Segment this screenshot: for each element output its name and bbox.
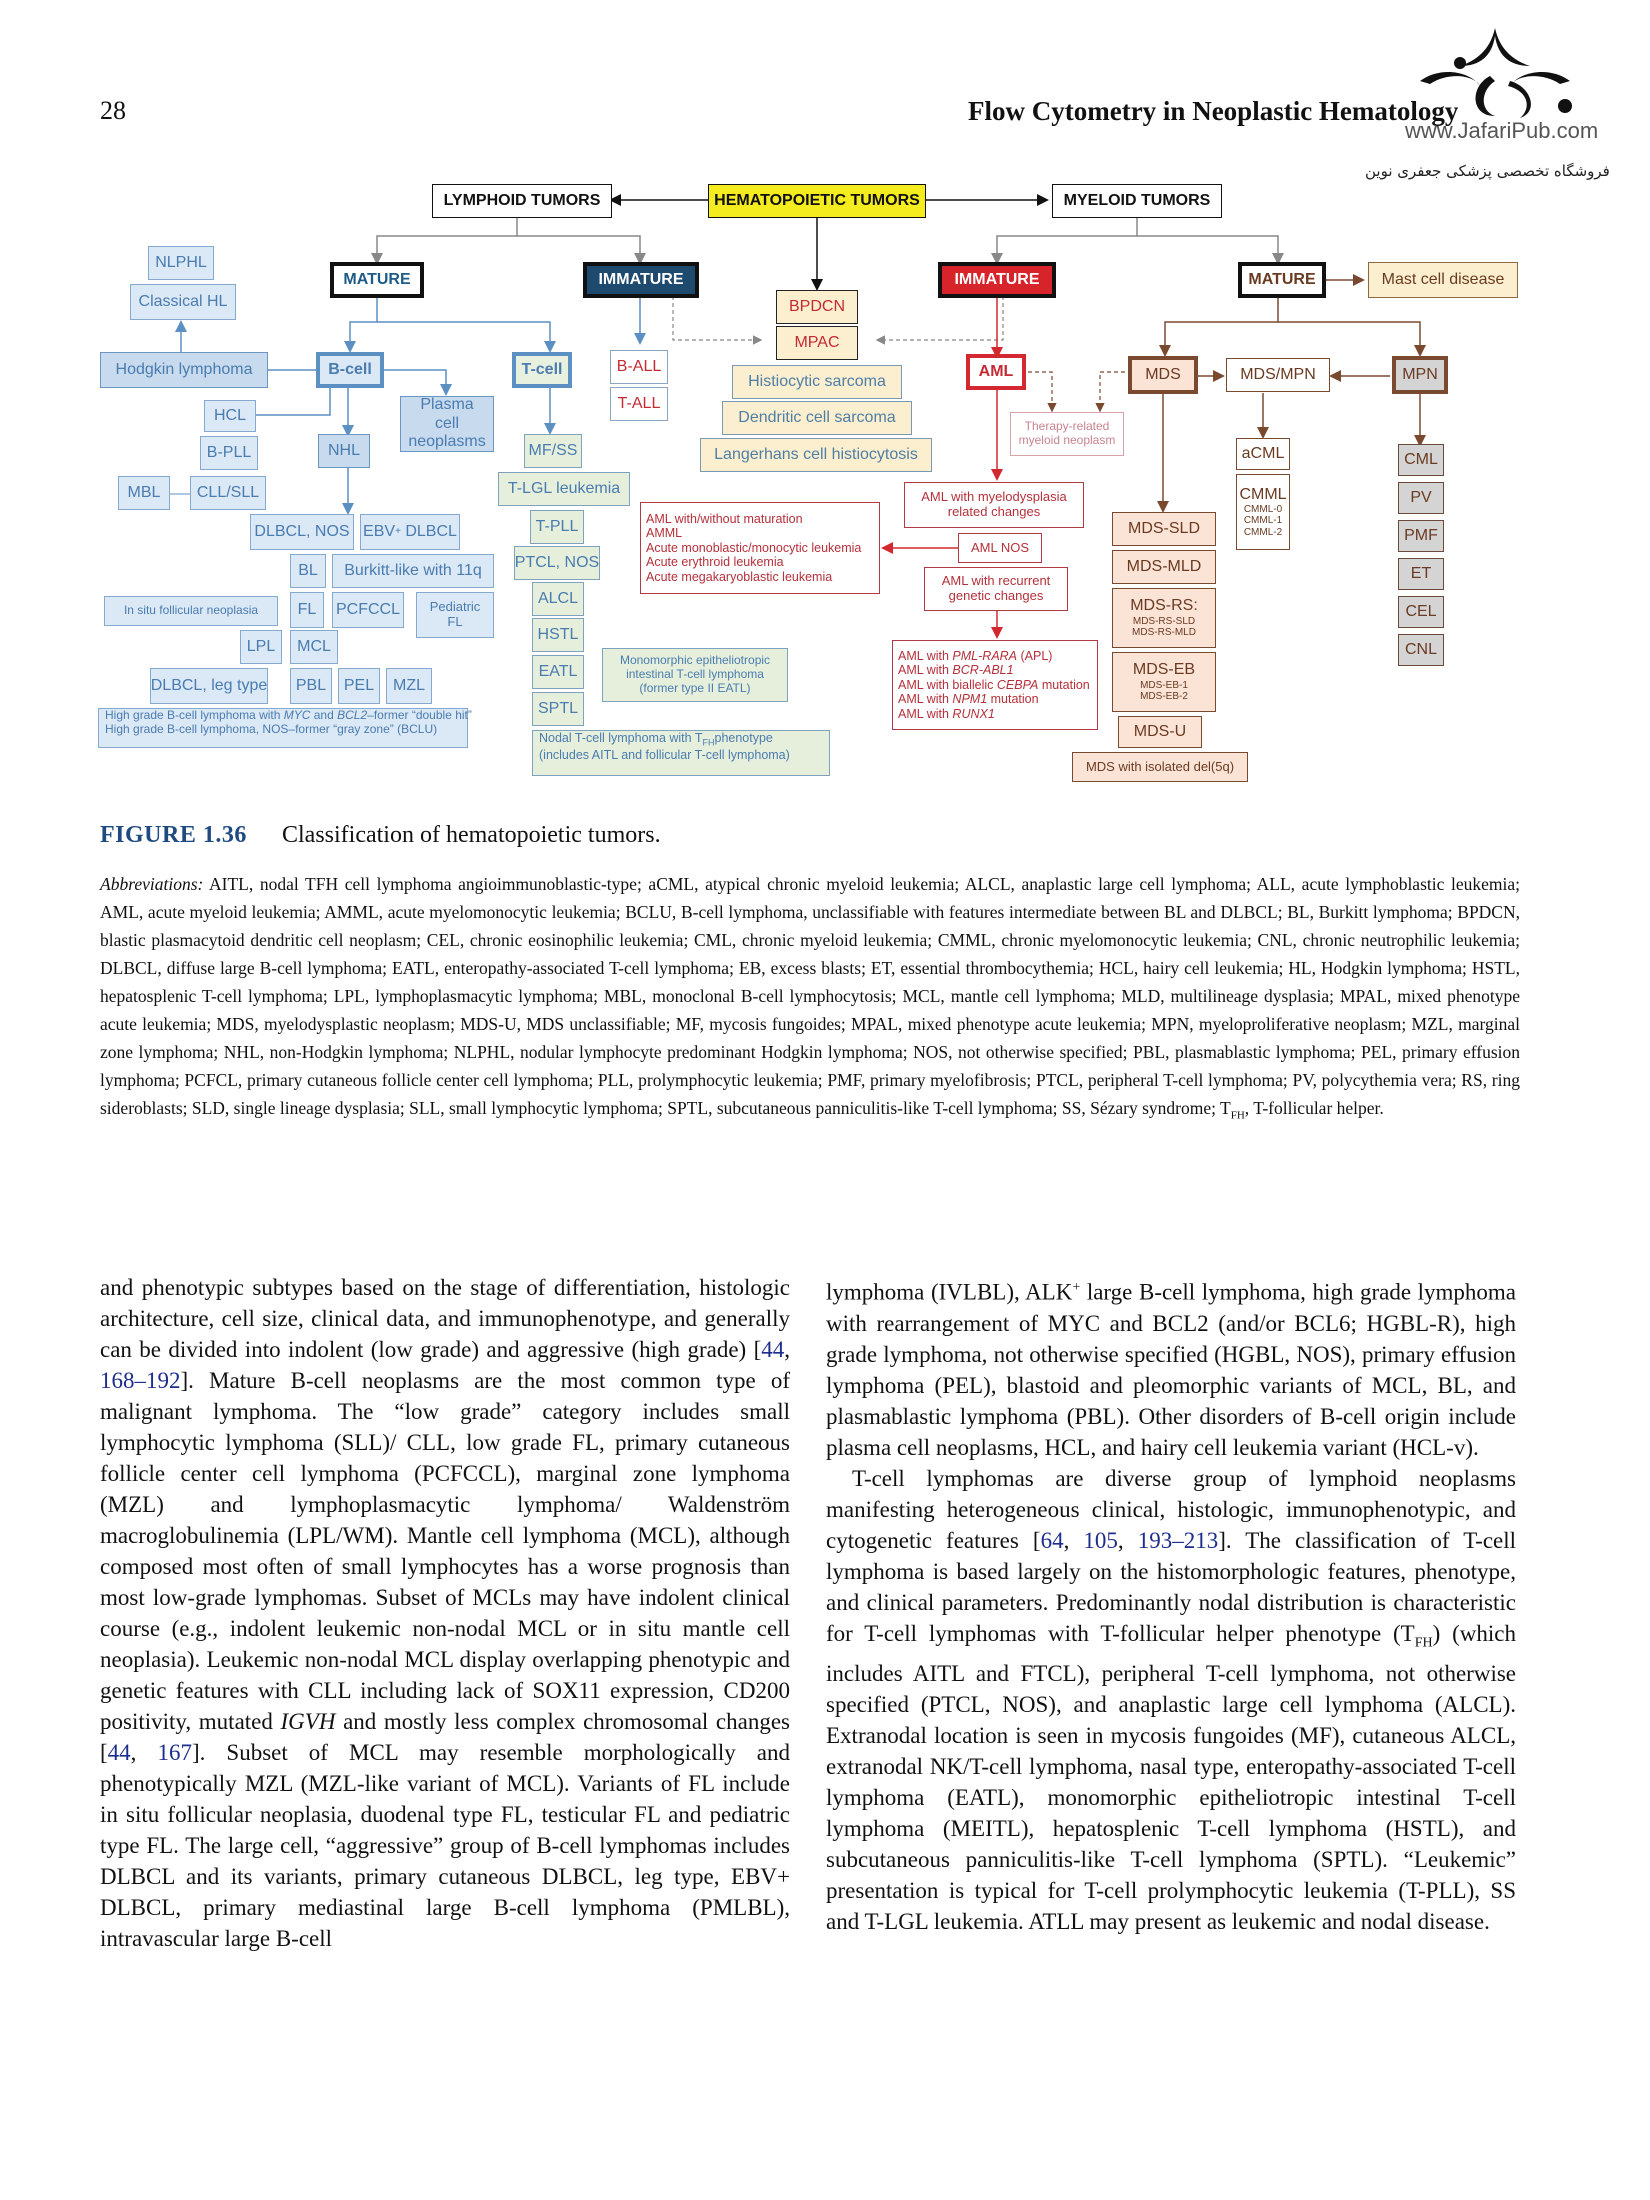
mds-eb-label: MDS-EB — [1132, 661, 1196, 679]
cmml-subtype: CMML-2 — [1243, 526, 1283, 538]
aml-nos-node: AML NOS — [958, 533, 1042, 563]
subscript: FH — [1414, 1635, 1433, 1651]
therapy-related-node — [1010, 412, 1124, 456]
aml-item-text: AML with — [898, 649, 953, 664]
aml-item-suffix: mutation — [987, 692, 1039, 707]
text: , — [1063, 1527, 1084, 1553]
burkitt-like-node: Burkitt-like with 11q — [332, 554, 494, 588]
mpn-subtype-cnl-node: CNL — [1398, 634, 1444, 666]
hstl-node: HSTL — [532, 618, 584, 652]
abbreviations — [100, 870, 1520, 1130]
lpl-node: LPL — [240, 630, 282, 664]
reference-link[interactable]: 44 — [107, 1740, 131, 1765]
page-number: 28 — [100, 96, 126, 125]
text: and mostly less complex chromosomal changes [ — [100, 1709, 790, 1765]
mpn-node: MPN — [1392, 356, 1448, 394]
classical-hl-node: Classical HL — [130, 284, 236, 320]
cmml-subtype: CMML-0 — [1243, 503, 1283, 515]
pediatric-fl-node — [416, 592, 494, 638]
aml-item-suffix: mutation — [1038, 677, 1090, 692]
reference-link[interactable]: 167 — [157, 1740, 192, 1765]
reference-link[interactable]: 168–192 — [100, 1368, 181, 1393]
pediatric-label: Pediatric — [429, 599, 481, 615]
b-all-node: B-ALL — [610, 350, 668, 384]
aml-nos-subtype: AMML — [646, 526, 683, 541]
aml-nos-subtype: AML with/without maturation — [646, 512, 803, 527]
t-lgl-node: T-LGL leukemia — [498, 472, 630, 506]
meitl-node — [602, 648, 788, 702]
ebv-text: EBV — [363, 522, 396, 540]
cll-sll-node: CLL/SLL — [190, 476, 266, 510]
nodal-line-2: (includes AITL and follicular T-cell lymphoma) — [539, 747, 790, 762]
meitl-line-1: Monomorphic epitheliotropic — [619, 653, 771, 668]
mzl-node: MZL — [386, 668, 432, 704]
ebv-sup: + — [395, 526, 401, 538]
t-all-node: T-ALL — [610, 387, 668, 421]
mpn-subtype-cml-node: CML — [1398, 444, 1444, 476]
aml-item-text: AML with — [898, 706, 953, 721]
abbreviations-label: Abbreviations: — [100, 874, 204, 894]
bpdcn-node: BPDCN — [776, 290, 858, 324]
text: ]. Subset of MCL may resemble morphologically and phenotypically MZL (MZL-like variant of MCL). Variants of FL include in situ follicular neoplasia, duodenal type FL, testicular FL and pediatric type FL. The large cell, “aggressive” group of B-cell lymphomas includes DLBCL and its variants, primary cutaneous DLBCL, leg type, EBV+ DLBCL, primary mediastinal large B-cell lymphoma (PMLBL), intravascular large B-cell — [100, 1740, 791, 1951]
acml-node: aCML — [1236, 438, 1290, 470]
text: , — [130, 1740, 158, 1765]
lymphoid-tumors-node: LYMPHOID TUMORS — [432, 184, 612, 218]
aml-recurrent-item — [898, 649, 1052, 663]
mpn-subtype-pmf-node: PMF — [1398, 520, 1444, 552]
mds-node: MDS — [1128, 356, 1198, 394]
aml-item-text: AML with — [898, 692, 953, 707]
mast-cell-disease-node: Mast cell disease — [1368, 262, 1518, 298]
nodal-phenotype: phenotype — [714, 731, 773, 745]
mds-eb-node — [1112, 652, 1216, 712]
aml-item-text: AML with — [898, 663, 953, 678]
reference-link[interactable]: 105 — [1083, 1527, 1118, 1553]
body-left-paragraph — [100, 1272, 790, 1954]
body-right-column — [826, 1272, 1516, 1937]
high-grade-b-cell-node — [98, 708, 472, 748]
aml-recurrent-node — [924, 567, 1068, 611]
hcl-node: HCL — [204, 400, 256, 432]
mds-rs-label: MDS-RS: — [1130, 597, 1198, 615]
b-pll-node: B-PLL — [200, 436, 258, 470]
aml-item-gene: PML-RARA — [952, 649, 1018, 664]
mds-eb-subtype: MDS-EB-1 — [1140, 679, 1188, 691]
hg-double-hit: –former “double hit” — [367, 708, 472, 722]
therapy-line-1: Therapy-related — [1024, 419, 1110, 434]
myeloid-tumors-node: MYELOID TUMORS — [1052, 184, 1222, 218]
aml-nos-subtype: Acute erythroid leukemia — [646, 555, 784, 570]
reference-link[interactable]: 64 — [1040, 1527, 1064, 1553]
reference-link[interactable]: 193–213 — [1137, 1527, 1219, 1553]
lymphoid-immature-node: IMMATURE — [583, 262, 699, 298]
classification-diagram — [0, 0, 1650, 800]
gene-italic: IGVH — [280, 1709, 336, 1734]
reference-link[interactable]: 44 — [761, 1337, 785, 1362]
body-left-column — [100, 1272, 790, 1954]
running-title: Flow Cytometry in Neoplastic Hematology — [968, 96, 1459, 126]
sptl-node: SPTL — [532, 692, 584, 726]
mpn-subtype-cel-node: CEL — [1398, 596, 1444, 628]
dlbcl-nos-node: DLBCL, NOS — [250, 514, 354, 550]
high-grade-line-2: High grade B-cell lymphoma, NOS–former “gray zone” (BCLU) — [105, 721, 438, 736]
nodal-sub: FH — [702, 737, 715, 748]
abbreviations-text: AITL, nodal TFH cell lymphoma angioimmunoblastic-type; aCML, atypical chronic myeloid leukemia; ALCL, anaplastic large cell lymphoma; ALL, acute lymphoblastic leukemia; AML, acute myeloid leukemia; AMML, acute myelomonocytic leukemia; BCLU, B-cell lymphoma, unclassifiable with features intermediate between BL and DLBCL; BL, Burkitt lymphoma; BPDCN, blastic plasmacytoid dendritic cell neoplasm; CEL, chronic eosinophilic leukemia; CML, chronic myeloid leukemia; CMML, chronic myelomonocytic leukemia; CNL, chronic neutrophilic leukemia; DLBCL, diffuse large B-cell lymphoma; EATL, enteropathy-associated T-cell lymphoma; EB, excess blasts; ET, essential thrombocythemia; HCL, hairy cell leukemia; HL, Hodgkin lymphoma; HSTL, hepatosplenic T-cell lymphoma; LPL, lymphoplasmacytic lymphoma; MBL, monoclonal B-cell lymphocytosis; MCL, mantle cell lymphoma; MLD, multilineage dysplasia; MPAL, mixed phenotype acute leukemia; MDS, myelodysplastic neoplasm; MDS-U, MDS unclassifiable; MF, mycosis fungoides; MPAL, mixed phenotype acute leukemia; MPN, myeloproliferative neoplasm; MZL, marginal zone lymphoma; NHL, non-Hodgkin lymphoma; NLPHL, nodular lymphocyte predominant Hodgkin lymphoma; NOS, not otherwise specified; PBL, plasmablastic lymphoma; PEL, primary effusion lymphoma; PCFCL, primary cutaneous follicle center cell lymphoma; PLL, prolymphocytic leukemia; PMF, primary myelofibrosis; PTCL, peripheral T-cell lymphoma; PV, polycythemia vera; RS, ring sideroblasts; SLD, single lineage dysplasia; SLL, small lymphocytic lymphoma; SPTL, subcutaneous panniculitis-like T-cell lymphoma; SS, Sézary syndrome; T — [100, 874, 1520, 1118]
b-cell-node: B-cell — [316, 352, 384, 388]
mpn-subtype-pv-node: PV — [1398, 482, 1444, 514]
mpn-subtype-et-node: ET — [1398, 558, 1444, 590]
hg-and: and — [310, 708, 338, 722]
meitl-line-2: intestinal T-cell lymphoma — [626, 667, 764, 682]
hg-text-a: High grade B-cell lymphoma with — [105, 708, 284, 722]
abbreviations-sub: FH — [1230, 1109, 1245, 1122]
mbl-node: MBL — [118, 476, 170, 510]
t-pll-node: T-PLL — [530, 510, 584, 544]
therapy-line-2: myeloid neoplasm — [1018, 433, 1116, 447]
text: and phenotypic subtypes based on the stage of differentiation, histologic architecture, cell size, clinical data, and immunophenotype, and generally can be divided into indolent (low grade) and aggressive (high grade) [ — [100, 1275, 790, 1362]
mds-eb-subtype: MDS-EB-2 — [1140, 691, 1188, 703]
nhl-node: NHL — [318, 434, 370, 468]
mds-mld-node: MDS-MLD — [1112, 550, 1216, 584]
aml-recurrent-item — [898, 707, 995, 721]
text: , — [784, 1337, 790, 1362]
hg-bcl2: BCL2 — [337, 708, 368, 722]
text: large B-cell lymphoma, high grade lymphoma with rearrangement of MYC and BCL2 (and/or BCL6; HGBL-R), high grade lymphoma, not otherwise specified (HGBL, NOS), primary effusion lymphoma (PEL), blastoid and pleomorphic variants of MCL, BL, and plasmablastic lymphoma (PBL). Other disorders of B-cell origin include plasma cell neoplasms, HCL, and hairy cell leukemia variant (HCL-v). — [826, 1279, 1516, 1460]
myeloid-immature-node: IMMATURE — [938, 262, 1056, 298]
aml-mrc-line-2: related changes — [947, 504, 1041, 519]
plasma-cell-label: Plasma cell neoplasms — [408, 396, 486, 451]
figure-label: FIGURE 1.36 — [100, 822, 247, 848]
text: ) (which includes AITL and FTCL), peripheral T-cell lymphoma, not otherwise specified (PTCL, NOS), and anaplastic large cell lymphoma (ALCL). Extranodal location is seen in mycosis fungoides (MF), cutaneous ALCL, extranodal NK/T-cell lymphoma, nasal type, enteropathy-associated T-cell lymphoma (EATL), monomorphic epitheliotropic intestinal T-cell lymphoma (MEITL), hepatosplenic T-cell lymphoma (HSTL), and subcutaneous panniculitis-like T-cell lymphoma (SPTL). “Leukemic” presentation is typical for T-cell prolymphocytic leukemia (T-PLL), SS and T-LGL leukemia. ATLL may present as leukemic and nodal disease. — [826, 1620, 1516, 1935]
cmml-label: CMML — [1239, 485, 1287, 503]
pel-node: PEL — [338, 668, 380, 704]
lymphoid-mature-node: MATURE — [330, 262, 424, 298]
mpac-node: MPAC — [776, 326, 858, 360]
aml-item-gene: CEBPA — [996, 677, 1039, 692]
body-right-paragraph-1 — [826, 1272, 1516, 1463]
nlphl-node: NLPHL — [148, 246, 214, 280]
cmml-node — [1236, 474, 1290, 550]
hg-myc: MYC — [283, 708, 311, 722]
pcfccl-node: PCFCCL — [332, 592, 404, 628]
mds-mpn-node: MDS/MPN — [1226, 358, 1330, 392]
aml-item-gene: NPM1 — [952, 692, 988, 707]
watermark-url: www.JafariPub.com — [1405, 118, 1599, 143]
mf-ss-node: MF/SS — [524, 434, 582, 468]
aml-item-gene: RUNX1 — [952, 706, 995, 721]
aml-recurrent-list — [892, 640, 1098, 730]
langerhans-node: Langerhans cell histiocytosis — [700, 438, 932, 472]
watermark-persian-text: فروشگاه تخصصی پزشکی جعفری نوین — [1365, 162, 1610, 180]
hematopoietic-tumors-root-node: HEMATOPOIETIC TUMORS — [708, 184, 926, 218]
cmml-subtype: CMML-1 — [1243, 515, 1283, 527]
in-situ-follicular-node: In situ follicular neoplasia — [104, 596, 278, 626]
bl-node: BL — [290, 554, 326, 588]
myeloid-mature-node: MATURE — [1238, 262, 1326, 298]
mds-u-node: MDS-U — [1118, 716, 1202, 748]
aml-mrc-line-1: AML with myelodysplasia — [921, 489, 1067, 505]
ebv-dlbcl-node — [360, 514, 460, 550]
aml-recurrent-item — [898, 663, 1014, 677]
body-right-paragraph-2 — [826, 1463, 1516, 1938]
histiocytic-sarcoma-node: Histiocytic sarcoma — [732, 365, 902, 399]
ebv-dlbcl-text: DLBCL — [400, 522, 457, 540]
fl-node: FL — [290, 592, 324, 628]
mds-rs-subtype: MDS-RS-SLD — [1132, 615, 1196, 627]
aml-recurrent-item — [898, 678, 1090, 692]
pbl-node: PBL — [290, 668, 332, 704]
alcl-node: ALCL — [532, 582, 584, 616]
t-cell-node: T-cell — [512, 352, 572, 388]
text: ]. Mature B-cell neoplasms are the most common type of malignant lymphoma. The “low grade” category includes small lymphocytic lymphoma (SLL)/ CLL, low grade FL, primary cutaneous follicle center cell lymphoma (PCFCCL), marginal zone lymphoma (MZL) and lymphoplasmacytic lymphoma/ Waldenström macroglobulinemia (LPL/WM). Mantle cell lymphoma (MCL), although composed most often of small lymphocytes has a worse prognosis than most low-grade lymphomas. Subset of MCLs may have indolent clinical course (e.g., indolent leukemic non-nodal MCL or in situ mantle cell neoplasia). Leukemic non-nodal MCL display overlapping phenotypic and genetic features with CLL including lack of SOX11 expression, CD200 positivity, mutated — [100, 1368, 790, 1734]
aml-nos-subtype: Acute megakaryoblastic leukemia — [646, 569, 833, 584]
plasma-cell-neoplasms-node — [400, 396, 494, 452]
aml-node: AML — [966, 354, 1026, 390]
mds-rs-subtype: MDS-RS-MLD — [1132, 627, 1196, 639]
hodgkin-lymphoma-node: Hodgkin lymphoma — [100, 352, 268, 388]
dlbcl-leg-type-node: DLBCL, leg type — [150, 668, 268, 704]
aml-nos-subtype: Acute monoblastic/monocytic leukemia — [646, 540, 862, 555]
aml-item-suffix: (APL) — [1017, 649, 1053, 664]
fl-label: FL — [447, 614, 463, 629]
eatl-node: EATL — [532, 655, 584, 689]
high-grade-line-1 — [105, 709, 472, 723]
figure-title: Classification of hematopoietic tumors. — [282, 822, 661, 848]
nodal-tfh-node — [532, 730, 830, 776]
mds-del5q-node: MDS with isolated del(5q) — [1072, 752, 1248, 782]
mds-rs-node — [1112, 588, 1216, 648]
nodal-line-1 — [539, 731, 773, 748]
meitl-line-3: (former type II EATL) — [639, 680, 751, 695]
aml-item-text: AML with biallelic — [898, 677, 997, 692]
dendritic-cell-sarcoma-node: Dendritic cell sarcoma — [722, 401, 912, 435]
text: ]. The classification of T-cell lymphoma is based largely on the histomorphologic features, phenotype, and clinical parameters. Predominantly nodal distribution is characteristic for T-cell lymphomas with T-follicular helper phenotype (T — [826, 1527, 1517, 1646]
text: lymphoma (IVLBL), ALK — [826, 1279, 1073, 1305]
superscript: + — [1072, 1280, 1081, 1295]
aml-nos-subtypes-list — [640, 502, 880, 594]
aml-recurrent-item — [898, 692, 1039, 706]
nodal-text: Nodal T-cell lymphoma with T — [539, 731, 703, 745]
abbreviations-end: , T-follicular helper. — [1244, 1098, 1384, 1118]
aml-mrc-node — [904, 482, 1084, 528]
aml-rec-line-1: AML with recurrent — [941, 573, 1051, 589]
text: , — [1117, 1527, 1138, 1553]
text: T-cell lymphomas are diverse group of lymphoid neoplasms manifesting heterogeneous clinical, histologic, immunophenotypic, and cytogenetic features [ — [826, 1465, 1516, 1553]
ptcl-nos-node: PTCL, NOS — [514, 546, 600, 580]
aml-item-gene: BCR-ABL1 — [952, 663, 1014, 678]
aml-rec-line-2: genetic changes — [948, 588, 1044, 603]
mds-sld-node: MDS-SLD — [1112, 512, 1216, 546]
mcl-node: MCL — [290, 630, 338, 664]
